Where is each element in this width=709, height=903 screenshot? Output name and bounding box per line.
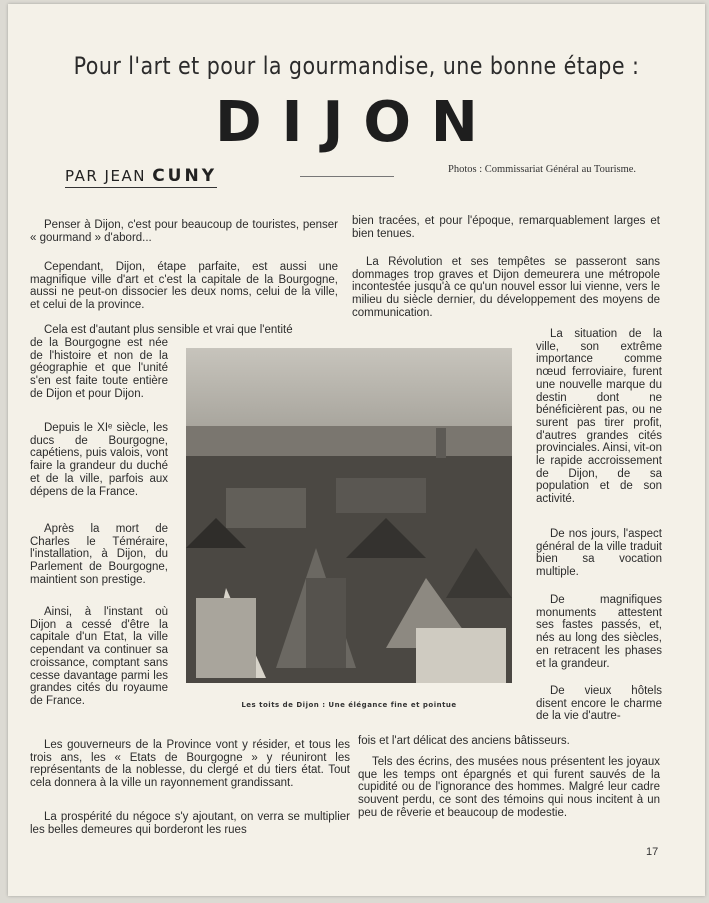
paragraph: Depuis le XIᵉ siècle, les ducs de Bourgogne, capétiens, puis valois, vont faire la grandeur du duché et de la ville, parfois aux dépens de la France. [30,422,168,498]
author-name: CUNY [152,166,218,186]
photo-caption: Les toits de Dijon : Une élégance fine et pointue [241,701,457,709]
magazine-page [8,4,705,896]
paragraph: Penser à Dijon, c'est pour beaucoup de touristes, penser « gourmand » d'abord... [30,219,338,244]
paragraph: La prospérité du négoce s'y ajoutant, on verra se multiplier les belles demeures qui borderont les rues [30,811,350,836]
paragraph: De vieux hôtels disent encore le charme de la vie d'autre- [536,685,662,723]
photo-credit: Photos : Commissariat Général au Tourisme. [448,164,637,175]
paragraph: Après la mort de Charles le Téméraire, l'installation, à Dijon, du Parlement de Bourgogne, maintient son prestige. [30,523,168,586]
paragraph: De nos jours, l'aspect général de la ville traduit bien sa vocation multiple. [536,528,662,579]
paragraph: Les gouverneurs de la Province vont y résider, et tous les trois ans, les « Etats de Bourgogne » y réuniront les représentants de la noblesse, du clergé et du tiers état. Tout cela donnera à la ville un rayonnement grandissant. [30,739,350,790]
paragraph: Cela est d'autant plus sensible et vrai que l'entité [44,324,293,336]
paragraph: fois et l'art délicat des anciens bâtisseurs. [358,735,570,747]
byline [65,166,217,188]
page-title: DIJON [215,90,498,155]
paragraph: La situation de la ville, son extrême importance comme nœud ferroviaire, furent une nouvelle marque du destin dont ne bénéficièrent pas, ou ne surent pas tirer profit, d'autres grandes cités provinciales. Ainsi, vit-on le rapide accroissement de Dijon, de sa population et de son activité. [536,328,662,506]
paragraph: Ainsi, à l'instant où Dijon a cessé d'être la capitale d'un Etat, la ville cependant va continuer sa croissance, comptant sans cesse davantage parmi les grandes cités du royaume de France. [30,606,168,707]
paragraph: Tels des écrins, des musées nous présentent les joyaux que les temps ont épargnés et qui furent sauvés de la cupidité ou de l'ignorance des hommes. Malgré leur cadre souvent perdu, ce sont des témoins qui nous incitent à un peu de rêverie et beaucoup de modestie. [358,756,660,819]
photo-dijon-rooftops [186,348,512,683]
byline-prefix: PAR JEAN [65,167,146,185]
paragraph: Cependant, Dijon, étape parfaite, est aussi une magnifique ville d'art et c'est la capitale de la Bourgogne, aussi ne peut-on dissocier les deux noms, celui de la ville, et celui de la province. [30,261,338,312]
paragraph: De magnifiques monuments attestent ses fastes passés, et, nés au long des siècles, en retracent les phases et la grandeur. [536,594,662,670]
paragraph: bien tracées, et pour l'époque, remarquablement larges et bien tenues. [352,215,660,240]
paragraph: de la Bourgogne est née de l'histoire et non de la géographie et que l'unité s'en est faite toute entière de Dijon et pour Dijon. [30,337,168,400]
paragraph: La Révolution et ses tempêtes se passeront sans dommages trop graves et Dijon demeurera une métropole incontestée jusqu'à ce qu'un nouvel essor lui vienne, vers le milieu du siècle dernier, du développement des moyens de communication. [352,256,660,319]
decorative-rule [300,176,394,177]
page-number: 17 [646,846,659,858]
headline: Pour l'art et pour la gourmandise, une bonne étape : [73,52,640,80]
rooftops-illustration [186,348,512,683]
